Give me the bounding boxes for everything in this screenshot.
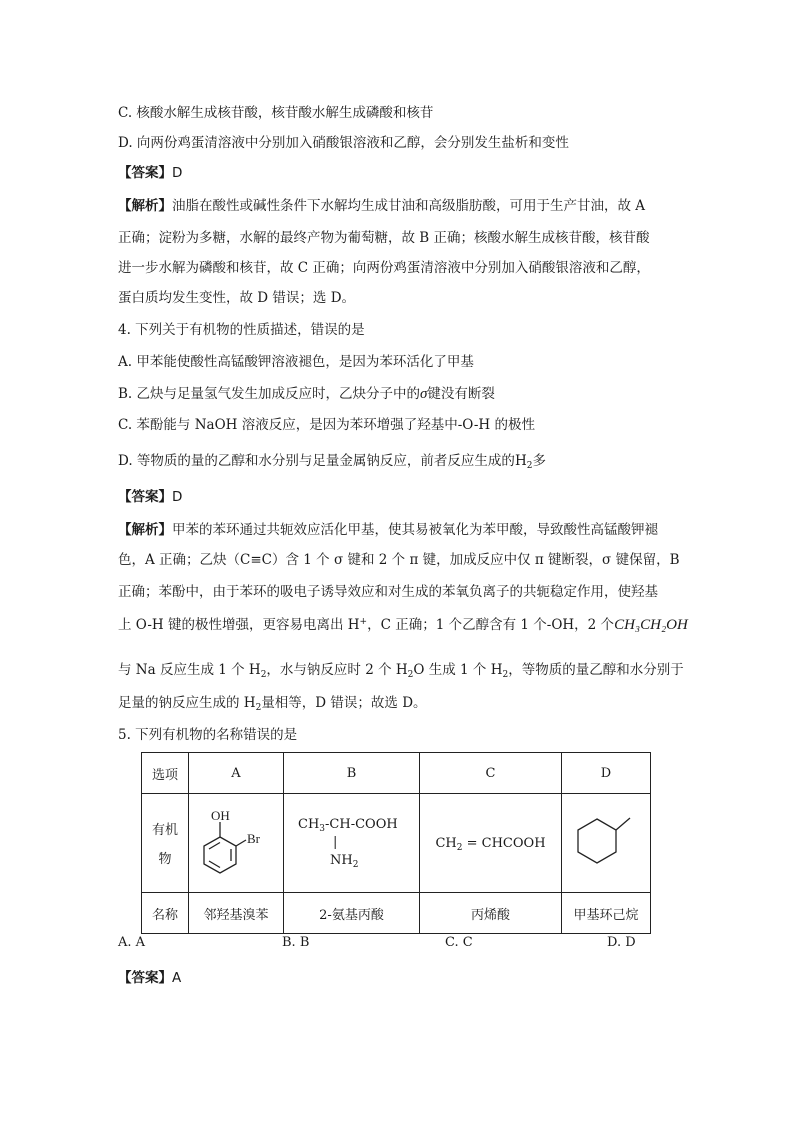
analysis-text: ，水与钠反应时 2 个 H bbox=[266, 662, 408, 678]
name-cell: 2-氨基丙酸 bbox=[284, 893, 420, 934]
analysis-label: 【解析】 bbox=[118, 198, 172, 214]
q3-analysis-line-1 bbox=[118, 196, 645, 216]
q5-stem: 5. 下列有机物的名称错误的是 bbox=[118, 727, 298, 743]
table-structure-row bbox=[142, 794, 651, 893]
row-label-line: 有机 bbox=[151, 823, 178, 838]
analysis-text-mid: ，C 正确；1 个乙醇含有 1 个-OH，2 个 bbox=[367, 617, 615, 633]
superscript-plus: + bbox=[359, 617, 368, 627]
answer-label: 【答案】 bbox=[118, 489, 172, 505]
subscript: 2 bbox=[260, 670, 267, 680]
h2-subscript: 2 bbox=[526, 461, 533, 471]
table-name-row bbox=[142, 893, 651, 934]
option-b-text: B. 乙炔与足量氢气发生加成反应时，乙炔分子中的 bbox=[118, 386, 421, 402]
answer-label: 【答案】 bbox=[118, 970, 172, 986]
analysis-text: 量相等，D 错误；故选 D。 bbox=[261, 695, 427, 711]
name-cell: 邻羟基溴苯 bbox=[189, 893, 284, 934]
header-cell: C bbox=[420, 753, 562, 794]
option-d-text: D. 等物质的量的乙醇和水分别与足量金属钠反应，前者反应生成的 bbox=[118, 453, 515, 469]
subscript: 2 bbox=[255, 703, 262, 713]
structure-b bbox=[284, 794, 420, 893]
answer-value: D bbox=[172, 489, 183, 505]
option-d-text-end: 多 bbox=[532, 453, 546, 469]
row-label: 名称 bbox=[142, 893, 189, 934]
h2-formula: H bbox=[514, 453, 527, 469]
q4-analysis-line-3: 正确；苯酚中，由于苯环的吸电子诱导效应和对生成的苯氧负离子的共轭稳定作用，使羟基 bbox=[118, 584, 658, 600]
analysis-text: 上 O-H 键的极性增强，更容易电离出 H bbox=[118, 617, 360, 633]
q5-option-b: B. B bbox=[282, 935, 310, 950]
q4-option-b bbox=[118, 384, 495, 404]
name-cell: 丙烯酸 bbox=[420, 893, 562, 934]
header-cell: A bbox=[189, 753, 284, 794]
q4-analysis-line-4 bbox=[118, 615, 688, 635]
analysis-text: 甲苯的苯环通过共轭效应活化甲基，使其易被氧化为苯甲酸，导致酸性高锰酸钾褪 bbox=[172, 522, 658, 538]
formula-subscript: 3 bbox=[319, 824, 326, 834]
row-label-line: 物 bbox=[158, 852, 172, 867]
formula-part: = CHCOOH bbox=[462, 835, 546, 851]
formula-part: CH bbox=[435, 835, 457, 851]
q5-option-a: A. A bbox=[118, 935, 146, 950]
q4-analysis-line-6 bbox=[118, 693, 427, 713]
q3-analysis-line-4: 蛋白质均发生变性，故 D 错误；选 D。 bbox=[118, 290, 356, 306]
q4-stem: 4. 下列关于有机物的性质描述，错误的是 bbox=[118, 322, 365, 338]
q4-answer bbox=[118, 487, 182, 507]
br-label: Br bbox=[247, 831, 260, 846]
q3-option-c: C. 核酸水解生成核苷酸，核苷酸水解生成磷酸和核苷 bbox=[118, 105, 434, 121]
structure-c bbox=[420, 794, 562, 893]
analysis-text: 与 Na 反应生成 1 个 H bbox=[118, 662, 261, 678]
analysis-text: ，等物质的量乙醇和水分别于 bbox=[508, 662, 684, 678]
q4-option-a: A. 甲苯能使酸性高锰酸钾溶液褪色，是因为苯环活化了甲基 bbox=[118, 354, 474, 370]
methylcyclohexane-structure bbox=[562, 794, 650, 888]
q3-analysis-line-3: 进一步水解为磷酸和核苷，故 C 正确；向两份鸡蛋清溶液中分别加入硝酸银溶液和乙醇， bbox=[118, 260, 650, 276]
header-cell: D bbox=[562, 753, 651, 794]
formula-subscript: 2 bbox=[456, 842, 463, 853]
analysis-label: 【解析】 bbox=[118, 522, 172, 538]
answer-value: D bbox=[172, 165, 183, 181]
option-b-text-end: 键没有断裂 bbox=[427, 386, 495, 402]
q5-option-d: D. D bbox=[607, 935, 636, 950]
analysis-text: 足量的钠反应生成的 H bbox=[118, 695, 256, 711]
q3-answer bbox=[118, 163, 182, 183]
structure-a bbox=[189, 794, 284, 893]
answer-label: 【答案】 bbox=[118, 165, 172, 181]
answer-value: A bbox=[172, 970, 182, 986]
q5-table bbox=[141, 752, 651, 934]
q4-analysis-line-5 bbox=[118, 660, 684, 680]
alanine-formula bbox=[284, 816, 419, 870]
analysis-text: 油脂在酸性或碱性条件下水解均生成甘油和高级脂肪酸，可用于生产甘油，故 A bbox=[172, 198, 646, 214]
header-cell: 选项 bbox=[142, 753, 189, 794]
formula-part: NH bbox=[330, 853, 353, 868]
oh-label: OH bbox=[211, 808, 230, 823]
q3-option-d: D. 向两份鸡蛋清溶液中分别加入硝酸银溶液和乙醇，会分别发生盐析和变性 bbox=[118, 135, 569, 151]
q4-analysis-line-1 bbox=[118, 520, 658, 540]
structure-d bbox=[562, 794, 651, 893]
subscript: 2 bbox=[502, 670, 509, 680]
header-cell: B bbox=[284, 753, 420, 794]
q4-analysis-line-2: 色，A 正确；乙炔（C≡C）含 1 个 σ 键和 2 个 π 键，加成反应中仅 π 键断裂，σ 键保留，B bbox=[118, 552, 680, 568]
formula-subscript: 2 bbox=[352, 860, 359, 870]
analysis-text: O 生成 1 个 H bbox=[413, 662, 503, 678]
row-label bbox=[142, 794, 189, 893]
q5-answer bbox=[118, 968, 181, 988]
formula-part: CH bbox=[298, 817, 320, 832]
ethanol-formula: CH₃CH₂OH bbox=[614, 617, 688, 633]
table-header-row bbox=[142, 753, 651, 794]
name-cell: 甲基环己烷 bbox=[562, 893, 651, 934]
q5-option-c: C. C bbox=[445, 935, 473, 950]
subscript: 2 bbox=[407, 670, 414, 680]
sigma-symbol: σ bbox=[420, 386, 428, 402]
q4-option-d bbox=[118, 451, 546, 471]
bromophenol-structure bbox=[189, 794, 283, 888]
bond-bar: | bbox=[333, 835, 338, 850]
formula-part: -CH-COOH bbox=[325, 817, 398, 832]
q3-analysis-line-2: 正确；淀粉为多糖，水解的最终产物为葡萄糖，故 B 正确；核酸水解生成核苷酸，核苷酸 bbox=[118, 230, 650, 246]
q4-option-c: C. 苯酚能与 NaOH 溶液反应，是因为苯环增强了羟基中-O-H 的极性 bbox=[118, 417, 535, 433]
